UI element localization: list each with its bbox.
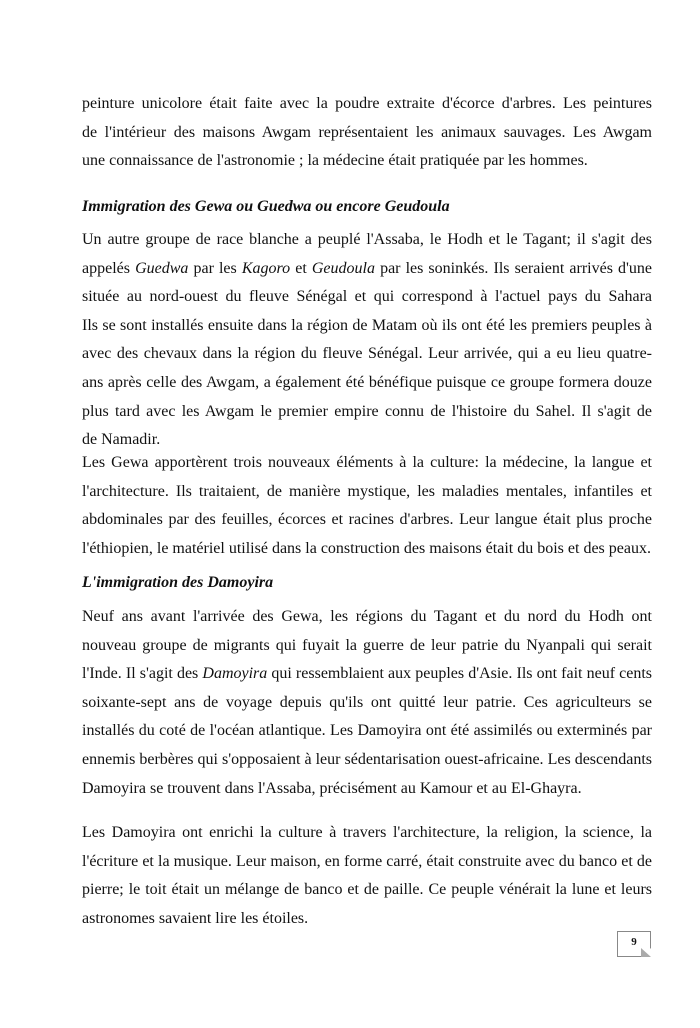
text-segment: par les [188, 259, 242, 277]
text-segment: l'Inde. Il s'agit des [82, 665, 203, 683]
text-line [82, 876, 652, 905]
text-line [82, 506, 652, 535]
text-line [82, 848, 652, 877]
text-segment: peinture unicolore était faite avec la poudre extraite d'écorce d'arbres. Les peintures [82, 95, 652, 112]
text-segment: de l'intérieur des maisons Awgam représentaient les animaux sauvages. Les Awgam [82, 123, 652, 141]
text-segment: ennemis berbères qui s'opposaient à leur sédentarisation ouest-africaine. Les descendants [82, 750, 652, 768]
text-line [82, 340, 652, 369]
text-line [82, 398, 652, 427]
text-segment: Ils se sont installés ensuite dans la région de Matam où ils ont été les premiers peuples à [82, 316, 652, 334]
text-segment: située au nord-ouest du fleuve Sénégal et qui correspond à l'actuel pays du Sahara [82, 288, 652, 306]
page-number: 9 [631, 936, 637, 948]
page-number-box [617, 931, 651, 957]
text-line [82, 193, 652, 222]
text-line [82, 478, 652, 507]
text-line [82, 369, 652, 398]
section-heading [82, 193, 652, 222]
text-segment: avec des chevaux dans la région du fleuve Sénégal. Leur arrivée, qui a eu lieu quatre- [82, 345, 652, 363]
text-segment: et [290, 259, 312, 277]
italic-term: Guedwa [135, 259, 189, 277]
text-segment: Immigration des Gewa ou Guedwa ou encore Geudoula [82, 198, 450, 215]
text-segment: l'écriture et la musique. Leur maison, en forme carré, était construite avec du banco et de [82, 852, 652, 870]
text-line [82, 746, 652, 775]
text-segment: Les Damoyira ont enrichi la culture à travers l'architecture, la religion, la science, la [82, 824, 652, 841]
text-segment: Un autre groupe de race blanche a peuplé l'Assaba, le Hodh et le Tagant; il s'agit des [82, 231, 652, 248]
italic-term: Damoyira [202, 665, 268, 683]
text-segment: installés du coté de l'océan atlantique. Les Damoyira ont été assimilés ou exterminés par [82, 722, 652, 740]
text-segment: Les Gewa apportèrent trois nouveaux éléments à la culture: la médecine, la langue et [82, 454, 652, 471]
text-segment: astronomes savaient lire les étoiles. [82, 909, 309, 927]
paragraph [82, 819, 652, 933]
text-segment: de Namadir. [82, 431, 161, 449]
section-heading [82, 569, 652, 598]
text-line [82, 312, 652, 341]
text-line [82, 660, 652, 689]
text-segment: Damoyira se trouvent dans l'Assaba, précisément au Kamour et au El-Ghayra. [82, 779, 582, 797]
paragraph [82, 449, 652, 563]
text-segment: plus tard avec les Awgam le premier empire connu de l'histoire du Sahel. Il s'agit de [82, 402, 652, 420]
text-line [82, 905, 652, 934]
text-segment: Neuf ans avant l'arrivée des Gewa, les régions du Tagant et du nord du Hodh ont [82, 608, 652, 625]
text-line [82, 119, 652, 148]
italic-term: Geudoula [311, 259, 375, 277]
text-line [82, 819, 652, 848]
paragraph [82, 226, 652, 455]
paragraph [82, 603, 652, 803]
text-segment: par les soninkés. Ils seraient arrivés d'une [380, 259, 652, 277]
text-line [82, 569, 652, 598]
text-segment: abdominales par des feuilles, écorces et racines d'arbres. Leur langue était plus proche [82, 511, 652, 529]
text-segment: soixante-sept ans de voyage depuis qu'ils ont quitté leur patrie. Ces agriculteurs se [82, 693, 652, 711]
paragraph [82, 90, 652, 176]
text-line [82, 283, 652, 312]
text-line [82, 689, 652, 718]
italic-term: Kagoro [241, 259, 291, 277]
text-segment: appelés [82, 259, 136, 277]
text-segment: nouveau groupe de migrants qui fuyait la guerre de leur patrie du Nyanpali qui serait [82, 636, 652, 654]
text-segment: une connaissance de l'astronomie ; la médecine était pratiquée par les hommes. [82, 152, 588, 170]
text-segment: qui ressemblaient aux peuples d'Asie. Ils ont fait neuf cents [267, 665, 652, 683]
text-line [82, 90, 652, 119]
text-segment: pierre; le toit était un mélange de banco et de paille. Ce peuple vénérait la lune et leurs [82, 881, 652, 899]
text-line [82, 226, 652, 255]
page-curl-icon [641, 948, 651, 957]
text-line [82, 449, 652, 478]
text-line [82, 632, 652, 661]
text-line [82, 717, 652, 746]
text-segment: l'éthiopien, le matériel utilisé dans la construction des maisons était du bois et des peaux. [82, 539, 651, 557]
text-segment: ans après celle des Awgam, a également été bénéfique puisque ce groupe formera douze [82, 373, 652, 391]
text-segment: L'immigration des Damoyira [82, 574, 274, 591]
text-line [82, 775, 652, 804]
text-segment: l'architecture. Ils traitaient, de manière mystique, les maladies mentales, infantiles et [82, 482, 652, 500]
text-line [82, 255, 652, 284]
text-line [82, 147, 652, 176]
text-line [82, 603, 652, 632]
text-line [82, 535, 652, 564]
